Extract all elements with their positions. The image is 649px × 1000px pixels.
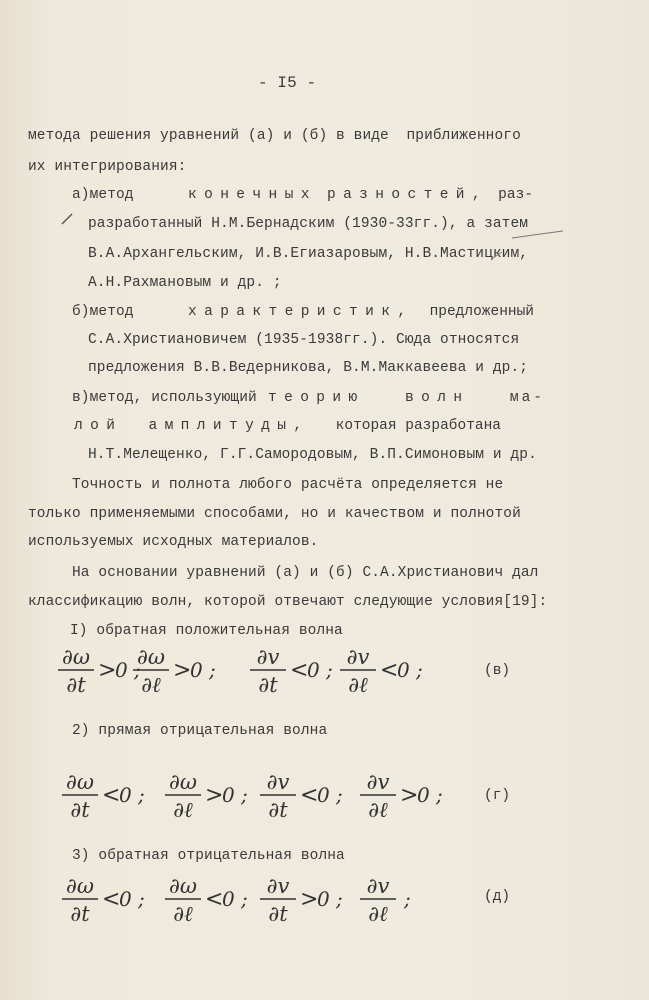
inequality-sign: > [98,658,117,683]
separator: ; [436,783,443,807]
text-line-8: С.А.Христиановичем (1935-1938гг.). Сюда относятся [88,332,520,348]
text-line-7: б)метод [72,304,134,320]
text-line-3: а)метод [72,187,134,203]
text-line-1: метода решения уравнений (а) и (б) в виде приближенного [28,128,521,144]
spaced-word: волн [405,390,470,406]
spaced-word: конечных [188,187,317,203]
fraction-denominator: ∂ℓ [368,798,388,822]
fraction-numerator: ∂v [266,874,290,898]
spaced-word: амплитуды, [148,418,310,434]
separator: ; [134,658,141,682]
fraction-numerator: ∂v [366,770,390,794]
text-line-6: А.Н.Рахмановым и др. ; [88,275,282,291]
inequality-sign: > [205,783,224,808]
fraction-numerator: ∂ω [66,874,94,898]
zero: 0 [115,658,128,682]
condition-heading-2: 2) прямая отрицательная волна [72,723,328,739]
zero: 0 [222,783,235,807]
separator: ; [209,658,216,682]
inequality-sign: < [205,887,224,912]
separator: ; [241,887,248,911]
inequality-sign: < [290,658,309,683]
fraction-denominator: ∂t [66,673,86,697]
text-line-12: Н.Т.Мелещенко, Г.Г.Самородовым, В.П.Симоновым и др. [88,447,537,463]
separator: ; [336,887,343,911]
text-line-10: в)метод, использующий [72,390,257,406]
fraction-denominator: ∂ℓ [173,902,193,926]
formula-tag-d: (д) [484,889,511,905]
fraction-numerator: ∂ω [169,874,197,898]
spaced-word: разностей, [326,187,488,203]
fraction-numerator: ∂v [366,874,390,898]
separator: ; [241,783,248,807]
zero: 0 [417,783,430,807]
text-line-16: На основании уравнений (а) и (б) С.А.Христианович дал [72,565,539,581]
separator: ; [138,783,145,807]
fraction-denominator: ∂ℓ [173,798,193,822]
separator: ; [336,783,343,807]
text-line-9: предложения В.В.Ведерникова, В.М.Маккавеева и др.; [88,360,529,376]
formula-tag-g: (г) [484,788,511,804]
inequality-sign: > [300,887,319,912]
inequality-sign: < [102,783,121,808]
fraction-denominator: ∂t [258,673,278,697]
inequality-sign: > [400,783,419,808]
text-line-2: их интегрирования: [28,159,187,175]
fraction-denominator: ∂ℓ [141,673,161,697]
text-line-17: классификацию волн, которой отвечают следующие условия[19]: [28,594,548,610]
page-number: - I5 - [258,74,317,92]
fraction-numerator: ∂v [346,645,370,669]
inequality-sign: > [173,658,192,683]
fraction-numerator: ∂v [256,645,280,669]
fraction-denominator: ∂t [70,798,90,822]
inequality-sign: < [300,783,319,808]
fraction-denominator: ∂t [70,902,90,926]
text-line-5: В.А.Архангельским, И.В.Егиазаровым, Н.В.Мастицким, [88,246,529,262]
fraction-numerator: ∂ω [62,645,90,669]
text-line-4: разработанный Н.М.Бернадским (1930-33гг.), а затем [88,216,529,232]
zero: 0 [222,887,235,911]
inequality-sign: < [102,887,121,912]
inequality-sign: < [380,658,399,683]
fraction-numerator: ∂ω [169,770,197,794]
condition-heading-3: 3) обратная отрицательная волна [72,848,345,864]
separator: ; [404,887,411,911]
spaced-word: теорию [268,390,365,406]
zero: 0 [119,783,132,807]
zero: 0 [307,658,320,682]
fraction-denominator: ∂ℓ [348,673,368,697]
separator: ; [326,658,333,682]
fraction-denominator: ∂t [268,798,288,822]
fraction-denominator: ∂t [268,902,288,926]
spaced-word: характеристик, [188,304,414,320]
fraction-numerator: ∂ω [137,645,165,669]
fraction-numerator: ∂v [266,770,290,794]
separator: ; [416,658,423,682]
formula-tag-v: (в) [484,663,511,679]
fraction-denominator: ∂ℓ [368,902,388,926]
zero: 0 [397,658,410,682]
text-line-15: используемых исходных материалов. [28,534,319,550]
text-fragment: которая разработана [335,418,501,434]
zero: 0 [190,658,203,682]
spaced-word: лой [74,418,123,434]
separator: ; [138,887,145,911]
fraction-numerator: ∂ω [66,770,94,794]
text-line-13: Точность и полнота любого расчёта определяется не [72,477,504,493]
zero: 0 [317,783,330,807]
zero: 0 [119,887,132,911]
spaced-word: раз- [498,187,533,203]
zero: 0 [317,887,330,911]
text-line-14: только применяемыми способами, но и качеством и полнотой [28,506,521,522]
condition-heading-1: I) обратная положительная волна [70,623,343,639]
spaced-word: предложенный [429,304,534,320]
spaced-word: ма- [509,390,545,406]
